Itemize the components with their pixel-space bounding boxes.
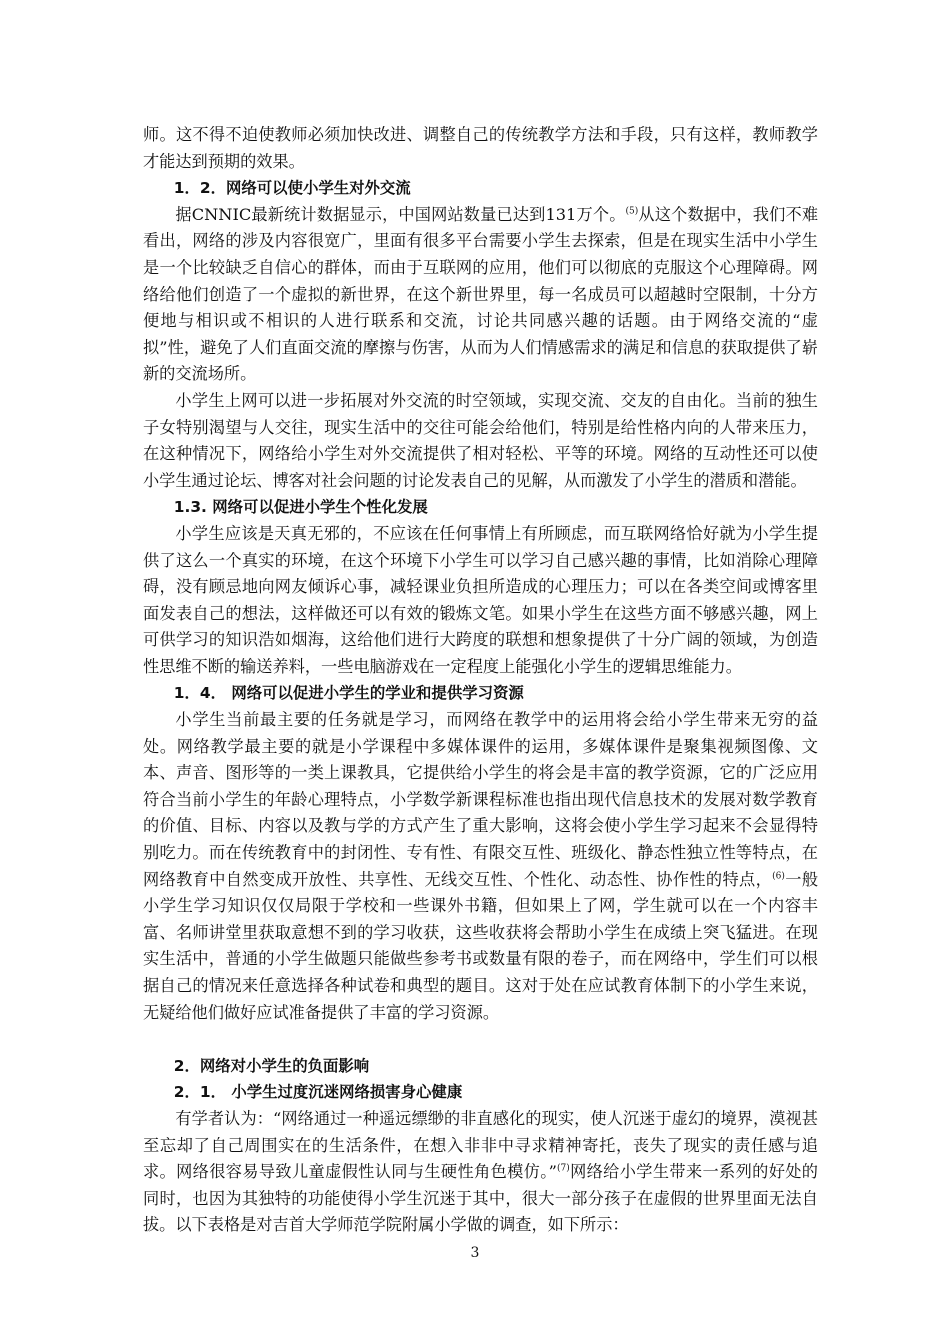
section-heading-1-2: 1．2．网络可以使小学生对外交流 [173,179,411,198]
footnote-ref-5: (5) [625,206,639,217]
paragraph-text: 小学生当前最主要的任务就是学习，而网络在教学中的运用将会给小学生带来无穷的益处。网络教学最主要的就是小学课程中多媒体课件的运用，多媒体课件是聚集视频图像、文本、声音、图形等的一类上课教具，它提供给小学生的将会是丰富的教学资源，它的广泛应用符合当前小学生的年龄心理特点，小学数学新课程标准也指出现代信息技术的发展对数学教育的价值、目标、内容以及教与学的方式产生了重大影响，这将会使小学生学习起来不会显得特别吃力。而在传统教育中的封闭性、专有性、有限交互性、班级化、静态性独立性等特点，在网络教育中自然变成开放性、共享性、无线交互性、个性化、动态性、协作性的特点， [143,710,818,889]
footnote-ref-6: (6) [772,871,785,882]
section-heading-2: 2．网络对小学生的负面影响 [173,1056,370,1075]
paragraph-1-4 [143,707,818,1026]
body-text [143,122,818,1239]
paragraph-2-1 [143,1106,818,1239]
section-heading-1-3: 1.3. 网络可以促进小学生个性化发展 [173,498,428,517]
paragraph-1-2-a [143,202,818,388]
paragraph-text: 据CNNIC最新统计数据显示，中国网站数量已达到131万个。 [175,204,626,224]
page-number: 3 [470,1245,480,1261]
blank-line [143,1026,818,1053]
paragraph-continuation: 师。这不得不迫使教师必须加快改进、调整自己的传统教学方法和手段，只有这样，教师教学才能达到预期的效果。 [143,125,818,171]
paragraph-text: 有学者认为：“网络通过一种遥远缥缈的非直感化的现实，使人沉迷于虚幻的境界，漠视甚至忘却了自己周围实在的生活条件，在想入非非中寻求精神寄托，丧失了现实的责任感与追求。网络很容易导致儿童虚假性认同与生硬性角色模仿。” [143,1108,818,1182]
section-heading-2-1: 2．1． 小学生过度沉迷网络损害身心健康 [173,1083,463,1102]
paragraph-text: 从这个数据中，我们不难看出，网络的涉及内容很宽广，里面有很多平台需要小学生去探索，但是在现实生活中小学生是一个比较缺乏自信心的群体，而由于互联网的应用，他们可以彻底的克服这个心理障碍。网络给他们创造了一个虚拟的新世界，在这个新世界里，每一名成员可以超越时空限制，十分方便地与相识或不相识的人进行联系和交流，讨论共同感兴趣的话题。由于网络交流的“虚拟”性，避免了人们直面交流的摩擦与伤害，从而为人们情感需求的满足和信息的获取提供了崭新的交流场所。 [143,204,819,384]
section-heading-1-4: 1．4． 网络可以促进小学生的学业和提供学习资源 [173,684,524,703]
paragraph-1-3: 小学生应该是天真无邪的，不应该在任何事情上有所顾虑，而互联网络恰好就为小学生提供了这么一个真实的环境，在这个环境下小学生可以学习自己感兴趣的事情，比如消除心理障碍，没有顾忌地向网友倾诉心事，减轻课业负担所造成的心理压力；可以在各类空间或博客里面发表自己的想法，这样做还可以有效的锻炼文笔。如果小学生在这些方面不够感兴趣，网上可供学习的知识浩如烟海，这给他们进行大跨度的联想和想象提供了十分广阔的领域，为创造性思维不断的输送养料，一些电脑游戏在一定程度上能强化小学生的逻辑思维能力。 [143,523,818,676]
paragraph-text: 一般小学生学习知识仅仅局限于学校和一些课外书籍，但如果上了网，学生就可以在一个内容丰富、名师讲堂里获取意想不到的学习收获，这些收获将会帮助小学生在成绩上突飞猛进。在现实生活中，普通的小学生做题只能做些参考书或数量有限的卷子，而在网络中，学生们可以根据自己的情况来任意选择各种试卷和典型的题目。这对于处在应试教育体制下的小学生来说，无疑给他们做好应试准备提供了丰富的学习资源。 [143,869,819,1022]
footnote-ref-7: (7) [556,1163,570,1174]
paragraph-1-2-b: 小学生上网可以进一步拓展对外交流的时空领域，实现交流、交友的自由化。当前的独生子女特别渴望与人交往，现实生活中的交往可能会给他们，特别是给性格内向的人带来压力，在这种情况下，网络给小学生对外交流提供了相对轻松、平等的环境。网络的互动性还可以使小学生通过论坛、博客对社会问题的讨论发表自己的见解，从而激发了小学生的潜质和潜能。 [143,390,818,490]
paragraph-text: 网络给小学生带来一系列的好处的同时，也因为其独特的功能使得小学生沉迷于其中，很大一部分孩子在虚假的世界里面无法自拔。以下表格是对吉首大学师范学院附属小学做的调查，如下所示： [143,1162,818,1235]
